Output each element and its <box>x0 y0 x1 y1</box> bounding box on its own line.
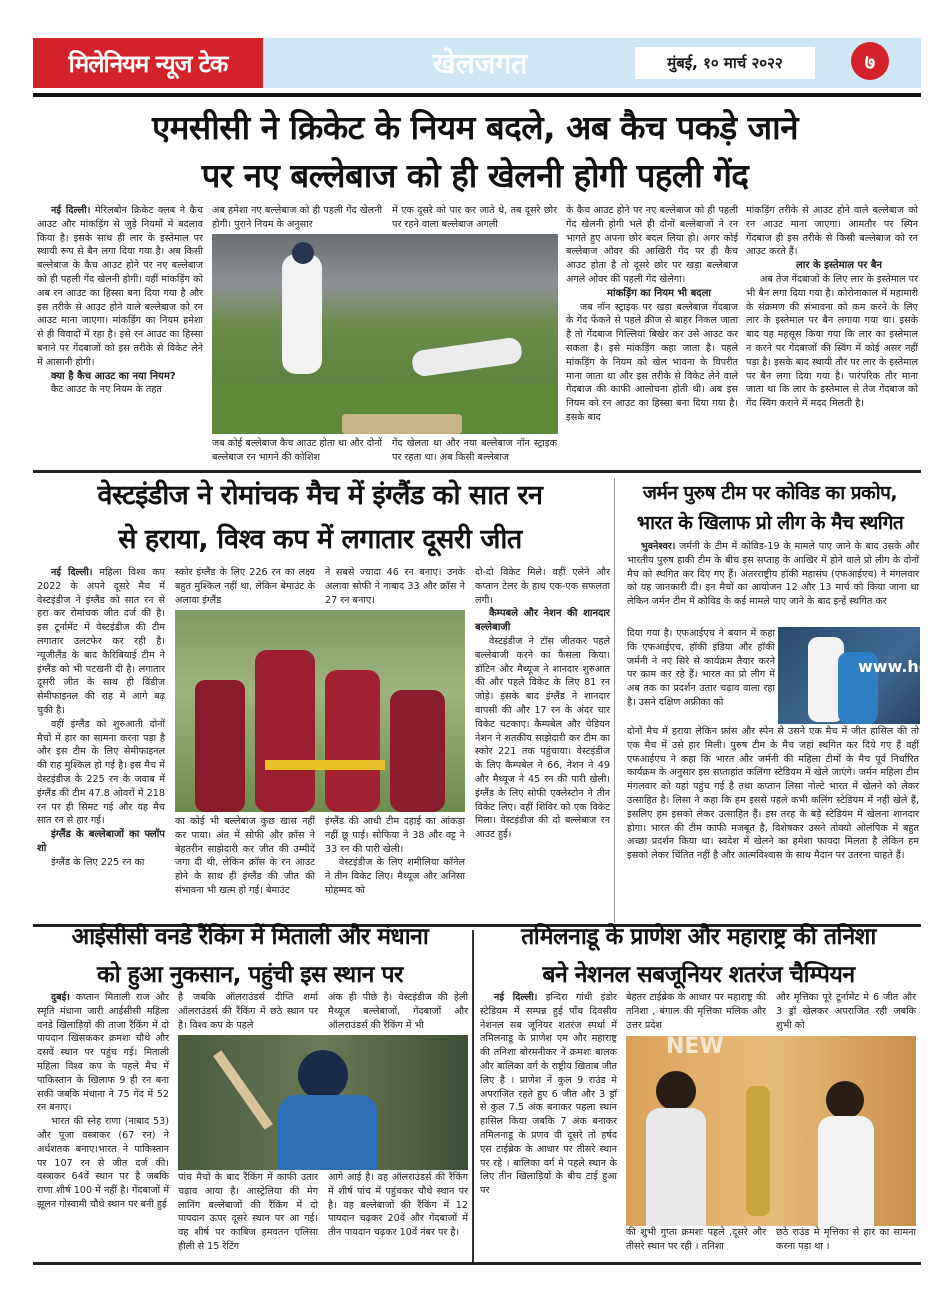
article2-col1b-text: वहीं इंग्लैंड को शुरुआती दोनों मैचों में हार का सामना करना पड़ा है और इस टीम के लिए सेमीफाइनल की राह मुश्किल हो गई है। इस मैच में वेस्टइंडीज के 225 रन के जवाब में इंग्लैंड की टीम 47.8 ओवरों में 218 रन पर ही सिमट गई और यह मैच सात रन से हार गई। <box>37 718 165 827</box>
article4-dateline: दुबई। <box>51 992 70 1003</box>
article1-col3-top: में एक दूसरे को पार कर जाते थे, तब दूसरे छोर पर रहने वाला बल्लेबाज अगली <box>392 205 557 230</box>
west-indies-celebration-photo <box>175 610 465 812</box>
article3-para3: दोनों मैच में हराया लेकिन फ्रांस और स्पेन से उसने एक मैच में जीत हासिल की तो एक मैच में उसे हार मिली। पुरुष टीम के मैच जहां स्थगित कर दिये गए हैं वहीं एफआईएच ने कहा कि भारत और जर्मनी की महिला टीमों के मैच पूर्व निर्धारित कार्यक्रम के अनुसार इस सप्ताहांत कलिंगा स्टेडियम में खेले जाएंगे। जर्मन महिला टीम मंगलवार को यहां पहुंच गई है तथा कप्तान लिसा नोल्टे भारत में खेलने को लेकर उत्साहित है। लिसा ने कहा कि हम इससे पहले कभी कलिंग स्टेडियम में नहीं खेले हैं, इसलिए हम इसको लेकर उत्साहित हैं। इस तरह के बड़े स्टेडियम में खेलना शानदार होगा। भारत की टीम काफी मजबूत है, विशेषकर उसने तोक्यो ओलंपिक में बहुत अच्छा प्रदर्शन किया था। स्वदेश में खेलने का हमेशा फायदा मिलता है लेकिन हम इसको लेकर चिंतित नहीं है और आत्मविश्वास के साथ मैदान पर उतरना चाहते हैं। <box>627 726 919 862</box>
column-divider <box>614 478 615 923</box>
article2-col3-bottom-b: वेस्टइंडीज के लिए शमीलिया कॉनेल ने तीन विकेट लिए। मैथ्यूज और अनिसा मोहम्मद को <box>325 857 465 896</box>
article1-subhead1: क्या है कैच आउट का नया नियम? <box>51 370 176 382</box>
article5-headline-line1: तमिलनाडू के प्राणेश और महाराष्ट्र की तनिशा <box>521 924 876 950</box>
article2-col3-bottom-text: इंग्लैंड की आधी टीम दहाई का आंकड़ा नहीं छू पाई। सोफिया ने 38 और वट्ट ने 33 रन की पारी खेली। <box>325 816 465 855</box>
article5-col2-top: बेहतर टाईब्रेक के आधार पर महाराष्ट्र की तनिशा , बंगाल की मृत्तिका मलिक और उत्तर प्रदेश <box>626 992 766 1031</box>
article1-col4b-text: जब नॉन स्ट्राइक पर खड़ा बल्लेबाज गेंदबाज के गेंद फेंकने से पहले क्रीज से बाहर निकल जाता है तो गेंदबाज गिल्लियां बिखेर कर उसे आउट कर सकता है। इसे मांकड़िंग कहा जाता है। पहले मांकड़िंग के नियम को खेल भावना के विपरीत माना जाता था और इस तरीके से विकेट लेने वाले गेंदबाज की काफी आलोचना होती थी। अब इस नियम को रन आउट का हिस्सा बना दिया गया है। इसके बाद <box>566 301 738 423</box>
article2-col2-bottom: का कोई भी बल्लेबाज कुछ खास नहीं कर पाया। अंत में सोफी और क्रॉस ने बेहतरीन साझेदारी कर जीत की उम्मीदें जगा दी थी, लेकिन क्रॉस के रन आउट होने के साथ ही इंग्लैंड की जीत की संभावना भी खत्म हो गई। बेमाउंट <box>175 816 315 896</box>
article5-col3-bottom: छठे राउंड मे मृत्तिका से हार का सामना करना पड़ा था । <box>776 1227 916 1252</box>
article1-col4-text: के कैच आउट होने पर नए बल्लेबाज को ही पहली गेंद खेलनी होगी भले ही दोनों बल्लेबाजों ने रन भागते हुए अपना छोर बदल लिया हो। अगर कोई बल्लेबाज ओवर की आखिरी गेंद पर ही कैच आउट होता है तो दूसरे छोर पर खड़ा बल्लेबाज अगले ओवर की पहली गेंद खेलेगा। <box>566 205 738 285</box>
article2-col2-top: स्कोर इंग्लैंड के लिए 226 रन का लक्ष्य बहुत मुश्किल नहीं था, लेकिन बेमाउंट के अलावा इंग्लैंड <box>175 567 315 606</box>
article4-col2-top: है जबकि ऑलराउंडर्स दीप्ति शर्मा ऑलराउंडर्स की रैंकिंग में छठे स्थान पर है। विश्व कप के पहले <box>178 992 318 1031</box>
article2-headline-line2: से हराया, विश्व कप में लगातार दूसरी जीत <box>118 524 522 555</box>
article1-dateline: नई दिल्ली। <box>51 205 91 216</box>
article2-headline <box>30 474 610 562</box>
article2-col4 <box>475 566 610 842</box>
article1-headline-line2: पर नए बल्लेबाज को ही खेलनी होगी पहली गेंद <box>201 156 749 195</box>
article5-col1 <box>480 991 617 1198</box>
article4-col2-bottom: पांच मैचों के बाद रैंकिंग में काफी उतार चढ़ाव आया है। आस्ट्रेलिया की मेग लानिंग बल्लेबाजों की रैंकिंग में दो पायदान ऊपर दूसरे स्थान पर आ गई। वह शीर्ष पर काबिज हमवतन एलिसा हीली से 15 रेटिंग <box>178 1172 318 1252</box>
article1-col1-end: कैट आउट के नए नियम के तहत <box>51 384 162 396</box>
mithali-batting-photo <box>178 1035 468 1170</box>
article4-col1-text: कप्तान मिताली राज और स्मृति मंधाना जारी आईसीसी महिला वनडे खिलाड़ियों की ताजा रैंकिंग में दो पायदान खिसककर क्रमशः चौथे और दसवें स्थान पर पहुंच गई। मिताली महिला विश्व कप के पहले मैच में पाकिस्तान के खिलाफ 9 ही रन बना सकी जबकि मंधाना ने 75 गेंद में 52 रन बनाए। <box>37 992 169 1114</box>
article2-col4b-text: वेस्टइंडीज ने टॉस जीतकर पहले बल्लेबाजी करने का फैसला किया। डॉटिन और मैथ्यूज ने शानदार शुरुआत की और पहले विकेट के लिए 81 रन जोड़े। इसके बाद इंग्लैंड ने शानदार वापसी की और 17 रन के अंदर चार विकेट चटकाए। कैम्पबेल और चेडियन नेशन ने शतकीय साझेदारी कर टीम का स्कोर 221 तक पहुंचाया। वेस्टइंडीज के लिए कैम्पबेल ने 66, नेशन ने 49 और मैथ्यूज ने 45 रन की पारी खेली। इंग्लैंड के लिए सोफी एक्लेस्टोन ने तीन विकेट लिए। वहीं शिविर को एक विकेट मिला। वेस्टइंडीज की दो बल्लेबाज रन आउट हुईं। <box>475 635 610 841</box>
article4-col1 <box>37 991 169 1212</box>
article1-col1-text: मेरिलबोन क्रिकेट क्लब ने कैच आउट और मांकड़िंग से जुड़े नियमों में बदलाव किया है। इसके साथ ही लार के इस्तेमाल पर स्थायी रूप से बैन लगा दिया गया है। अब किसी बल्लेबाज के कैच आउट होने पर नए बल्लेबाज को ही पहली गेंद खेलनी होगी। वहीं मांकड़िंग को अब रन आउट का हिस्सा बना दिया गया है और इस तरीके से आउट होने वाले बल्लेबाज को रन आउट माना जाएगा। मांकड़िंग का नियम हमेशा से ही विवादों में रहा है। इसे रन आउट का हिस्सा बनाने पर गेंदबाजों को इस तरीके से विकेट लेने में आसानी होगी। <box>37 205 204 368</box>
article1-subhead2: मांकड़िंग का नियम भी बदला <box>607 287 711 299</box>
hockey-photo-watermark: www.hoc <box>858 657 940 676</box>
cricket-catch-photo <box>212 234 558 434</box>
article4-headline-line1: आईसीसी वनडे रैंकिंग में मिताली और मंधाना <box>71 924 429 950</box>
article1-col1 <box>37 204 203 397</box>
masthead-rule <box>33 93 921 97</box>
page-number: ७ <box>851 42 889 80</box>
section-title <box>375 38 585 88</box>
issue-date: मुंबई, १० मार्च २०२२ <box>635 47 815 79</box>
article3-headline <box>620 478 920 538</box>
article1-headline <box>30 104 920 200</box>
hockey-match-photo <box>778 627 940 724</box>
article1-divider <box>33 470 921 473</box>
article1-headline-line1: एमसीसी ने क्रिकेट के नियम बदले, अब कैच पकड़े जाने <box>151 108 799 147</box>
article5-headline <box>476 918 921 994</box>
article5-dateline: नई दिल्ली। <box>494 992 538 1003</box>
chess-champions-photo <box>626 1036 916 1226</box>
article2-subhead1: इंग्लैंड के बल्लेबाजों का फ्लॉप शो <box>37 829 165 854</box>
article2-dateline: नई दिल्ली। <box>51 567 93 578</box>
article5-headline-line2: बने नेशनल सबजूनियर शतरंज चैम्पियन <box>542 962 855 988</box>
article3-para1 <box>627 540 919 609</box>
article4-headline-line2: को हुआ नुकसान, पहुंची इस स्थान पर <box>97 962 403 988</box>
section-label: खेलजगत <box>432 47 528 80</box>
article2-col1-text: महिला विश्व कप 2022 के अपने दूसरे मैच में वेस्टइंडीज ने इंग्लैंड को सात रन से हरा कर रोमांचक जीत दर्ज की है। इस टूर्नामेंट में वेस्टइंडीज की टीम लगातार उलटफेर कर रही है। न्यूजीलैंड के बाद कैरिबियाई टीम ने इंग्लैंड को भी पटखनी दी है। लगातार दूसरी जीत के साथ ही विंडीज सेमीफाइनल की राह में आगे बढ़ चुकी है। <box>37 567 166 716</box>
article2-col4-text: दो-दो विकेट मिले। वहीं एलेने और कप्तान टेलर के हाथ एक-एक सफलता लगी। <box>475 567 610 606</box>
article1-col3-bottom: गेंद खेलता था और नया बल्लेबाज नॉन स्ट्राइक पर रहता था। अब किसी बल्लेबाज <box>392 438 557 463</box>
article5-col3-top: और मृत्तिका पूरे टूर्नामेंट मे 6 जीत और 3 ड्रॉ खेलकर अपराजित रही जबकि शुभी को <box>776 992 916 1031</box>
article2-col3-bottom <box>325 815 465 898</box>
article2-col3-top: ने सबसे ज्यादा 46 रन बनाए। उनके अलावा सोफी ने नाबाद 33 और क्रॉस ने 27 रन बनाए। <box>325 567 465 606</box>
article1-col5-text: मांकड़िंग तरीके से आउट होने वाले बल्लेबाज को रन आउट माना जाएगा। आमतौर पर स्पिन गेंदबाज ही इस तरीके से किसी बल्लेबाज को रन आउट करते हैं। <box>746 205 918 258</box>
article3-headline-line2: भारत के खिलाफ प्रो लीग के मैच स्थगित <box>636 512 904 534</box>
article2-headline-line1: वेस्टइंडीज ने रोमांचक मैच में इंग्लैंड को सात रन <box>97 480 543 511</box>
article1-col4 <box>566 204 738 425</box>
article5-col2-bottom: की शुभी गुप्ता क्रमशः पहले ,दूसरे और तीसरे स्थान पर रही । तनिशा <box>626 1227 766 1252</box>
column-divider-2 <box>472 930 474 1262</box>
article4-headline <box>30 918 470 994</box>
article4-col3-bottom: आगे आई है। वह ऑलराउंडर्स की रैंकिंग में शीर्ष पांच में पहुंचकर चौथे स्थान पर है। वह बल्लेबाजों की रैंकिंग में 12 पायदान चढ़कर 20वें और गेंदबाजों में तीन पायदान चढ़कर 10वें नंबर पर है। <box>328 1172 468 1239</box>
article4-col1b-text: भारत की स्नेह राणा (नाबाद 53) और पूजा वस्त्राकर (67 रन) ने अर्धशतक बनाए।भारत ने पाकिस्तान पर 107 रन से जीत दर्ज की। वस्त्राकर 64वें स्थान पर है जबकि राणा शीर्ष 100 में नहीं है। गेंदबाजों में झूलन गोस्वामी चौथे स्थान पर बनी हुई <box>37 1116 169 1210</box>
article2-col1-end: इंग्लैंड के लिए 225 रन का <box>51 856 145 868</box>
article2-col1 <box>37 566 165 870</box>
article3-para1-text: जर्मनी के टीम में कोविड-19 के मामले पाए जाने के बाद उसके और भारतीय पुरुष हाकी टीम के बीच इस सप्ताह के आखिर में होने वाले प्रो लीग के दोनों मैच को स्थगित कर दिए गए हैं। अंतरराष्ट्रीय हॉकी महासंघ (एफआईएच) ने मंगलवार को यह जानकारी दी। इन मैचों का आयोजन 12 और 13 मार्च को किया जाना था लेकिन जर्मन टीम में कोविड के कई मामले पाए जाने के बाद इन्हें स्थगित कर <box>627 541 919 608</box>
newspaper-name: मिलेनियम न्यूज टेक <box>33 38 263 88</box>
article1-subhead3: लार के इस्तेमाल पर बैन <box>796 260 882 272</box>
article1-col5 <box>746 204 918 411</box>
article2-subhead2: कैम्पबले और नेशन की शानदार बल्लेबाजी <box>475 608 610 634</box>
article1-col2-top: अब हमेशा नए बल्लेबाज को ही पहली गेंद खेलनी होगी। पुराने नियम के अनुसार <box>212 205 382 230</box>
article1-col2-bottom: जब कोई बल्लेबाज कैच आउट होता था और दोनों बल्लेबाज रन भागने की कोशिश <box>212 438 382 463</box>
article5-col1-text: इन्दिरा गांधी इंडोर स्टेडियम में सम्पन्न हुई पाँच दिवसीय नेशनल सब जूनियर शतरंज स्पर्धा में तमिलनाडू के प्राणेश एम और महाराष्ट्र की तनिशा बोरमनीकर नें क्रमशः बालक और बालिका वर्ग के राष्ट्रीय खिताब जीत लिए है । प्राणेश नें कुल 9 राउंड मे अपराजित रहते हुए 6 जीत और 3 ड्रॉ से कुल 7.5 अंक बनाकर पहला स्थान हासिल किया जबकि 7 अंक बनाकर तमिलनाडू के प्रणव वी दूसरे तो हर्षद एस टाईब्रेक के आधार पर तीसरे स्थान पर रहे । बालिका वर्ग मे पहले स्थान के लिए तीन खिलाड़ियों के बीच टाई हुआ पर <box>480 992 617 1197</box>
article3-para2: दिया गया है। एफआईएच ने बयान में कहा कि एफआईएच, हॉकी इंडिया और हॉकी जर्मनी ने नए सिरे से कार्यक्रम तैयार करने पर काम कर रहे हैं। भारत का प्रो लीग में अब तक का प्रदर्शन उतार चढ़ाव वाला रहा है। उसने दक्षिण अफ्रीका को <box>627 628 775 708</box>
article1-col5b-text: अब तेज गेंदबाजों के लिए लार के इस्तेमाल पर भी बैन लगा दिया गया है। कोरोनाकाल में महामारी के संक्रमण की संभावना को कम करने के लिए लार के इस्तेमाल पर बैन लगाया गया था। इसके बाद यह महसूस किया गया कि लार का इस्तेमाल न करने पर गेंदबाजों की स्विंग में कोई असर नहीं पड़ा है। इसके बाद स्थायी तौर पर लार के इस्तेमाल पर बैन लगा दिया गया है। पारंपरिक तौर माना जाता था कि लार के इस्तेमाल से तेज गेंदबाज को गेंद स्विंग कराने में मदद मिलती है। <box>746 273 918 410</box>
article3-headline-line1: जर्मन पुरुष टीम पर कोविड का प्रकोप, <box>642 482 898 504</box>
article3-dateline: भुवनेश्वर। <box>641 541 676 552</box>
article4-col3-top: अंक ही पीछे है। वेस्टइंडीज की हेली मैथ्यूज बल्लेबाजों, गेंदबाजों और ऑलराउंडर्स की रैंकिंग में भी <box>328 992 468 1031</box>
chess-photo-banner: NEW <box>666 1034 724 1059</box>
bottom-rule <box>33 1262 921 1265</box>
